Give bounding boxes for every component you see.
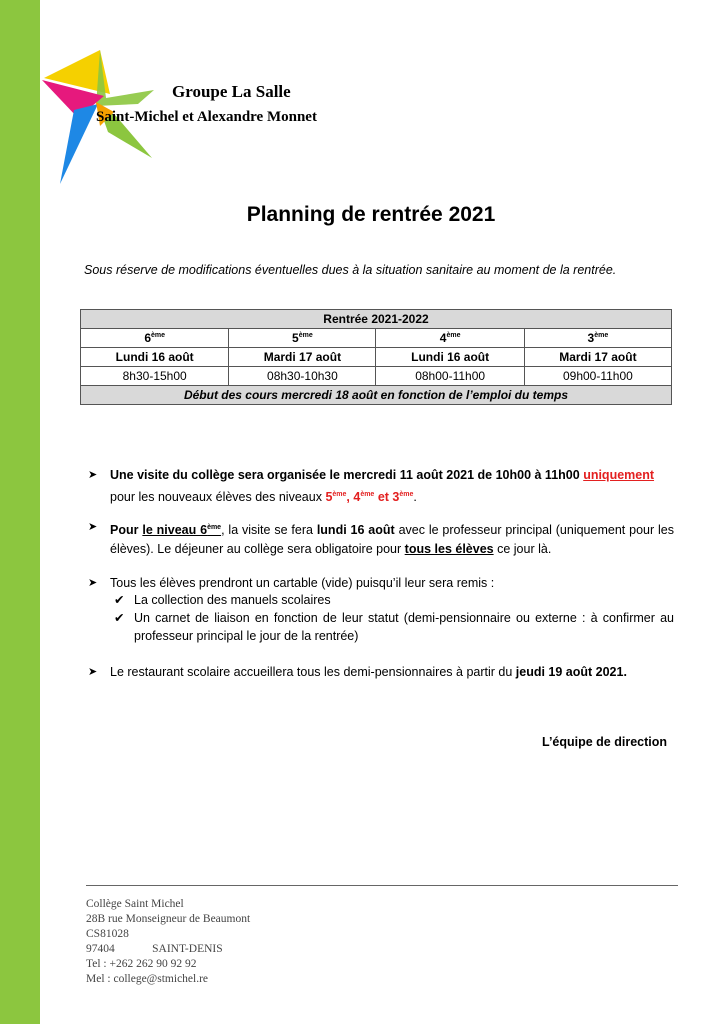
org-subtitle: Saint-Michel et Alexandre Monnet — [96, 109, 317, 125]
address-line: CS81028 — [86, 928, 129, 940]
footer-address — [86, 897, 250, 987]
schedule-table — [80, 309, 672, 405]
address-line: Tel : +262 262 90 92 92 — [86, 958, 197, 970]
bullet-visit: ➤ Une visite du collège sera organisée le mercredi 11 août 2021 de 10h00 à 11h00 uniquement pour les nouveaux élèves des niveaux 5ème, 4ème et 3ème. — [88, 468, 655, 505]
signature: L’équipe de direction — [542, 735, 668, 749]
date-cell: Lundi 16 août — [81, 348, 229, 367]
arrow-bullet-icon: ➤ — [88, 521, 98, 533]
level-cell: 6ème — [81, 329, 229, 348]
table-footer: Début des cours mercredi 18 août en fonction de l’emploi du temps — [81, 386, 672, 405]
date-cell: Lundi 16 août — [376, 348, 524, 367]
table-row — [81, 329, 672, 348]
org-name: Groupe La Salle — [172, 82, 291, 101]
address-line: Mel : college@stmichel.re — [86, 973, 209, 985]
table-row — [81, 367, 672, 386]
level-cell: 3ème — [524, 329, 671, 348]
date-cell: Mardi 17 août — [229, 348, 376, 367]
level-cell: 5ème — [229, 329, 376, 348]
address-line: 97404 SAINT-DENIS — [86, 943, 223, 955]
bullet-restaurant: ➤ Le restaurant scolaire accueillera tous les demi-pensionnaires à partir du jeudi 19 août 2021. — [88, 663, 674, 682]
table-caption: Rentrée 2021-2022 — [81, 310, 672, 329]
bullet-niveau-6: ➤ Pour le niveau 6ème, la visite se fera lundi 16 août avec le professeur principal (uniquement pour les élèves). Le déjeuner au collège sera obligatoire pour tous les élèves ce jour là. — [88, 518, 674, 559]
sub-bullet-manuels: ✔ La collection des manuels scolaires — [114, 593, 331, 607]
sub-bullet-carnet: ✔ Un carnet de liaison en fonction de leur statut (demi-pensionnaire ou externe : à confirmer au professeur principal le jour de la rentrée) — [114, 611, 674, 643]
time-cell: 8h30-15h00 — [81, 367, 229, 386]
time-cell: 08h30-10h30 — [229, 367, 376, 386]
time-cell: 09h00-11h00 — [524, 367, 671, 386]
table-row — [81, 348, 672, 367]
arrow-bullet-icon: ➤ — [88, 666, 98, 678]
time-cell: 08h00-11h00 — [376, 367, 524, 386]
arrow-bullet-icon: ➤ — [88, 469, 98, 481]
level-cell: 4ème — [376, 329, 524, 348]
date-cell: Mardi 17 août — [524, 348, 671, 367]
page-title: Planning de rentrée 2021 — [246, 203, 496, 226]
bullet-cartable: ➤ Tous les élèves prendront un cartable (vide) puisqu’il leur sera remis : — [88, 574, 674, 593]
check-icon: ✔ — [114, 593, 125, 607]
arrow-bullet-icon: ➤ — [88, 577, 98, 589]
footer-divider — [86, 885, 678, 886]
address-line: 28B rue Monseigneur de Beaumont — [86, 913, 251, 925]
address-line: Collège Saint Michel — [86, 898, 184, 910]
check-icon: ✔ — [114, 611, 125, 625]
notice-text: Sous réserve de modifications éventuelles dues à la situation sanitaire au moment de la rentrée. — [84, 263, 617, 277]
